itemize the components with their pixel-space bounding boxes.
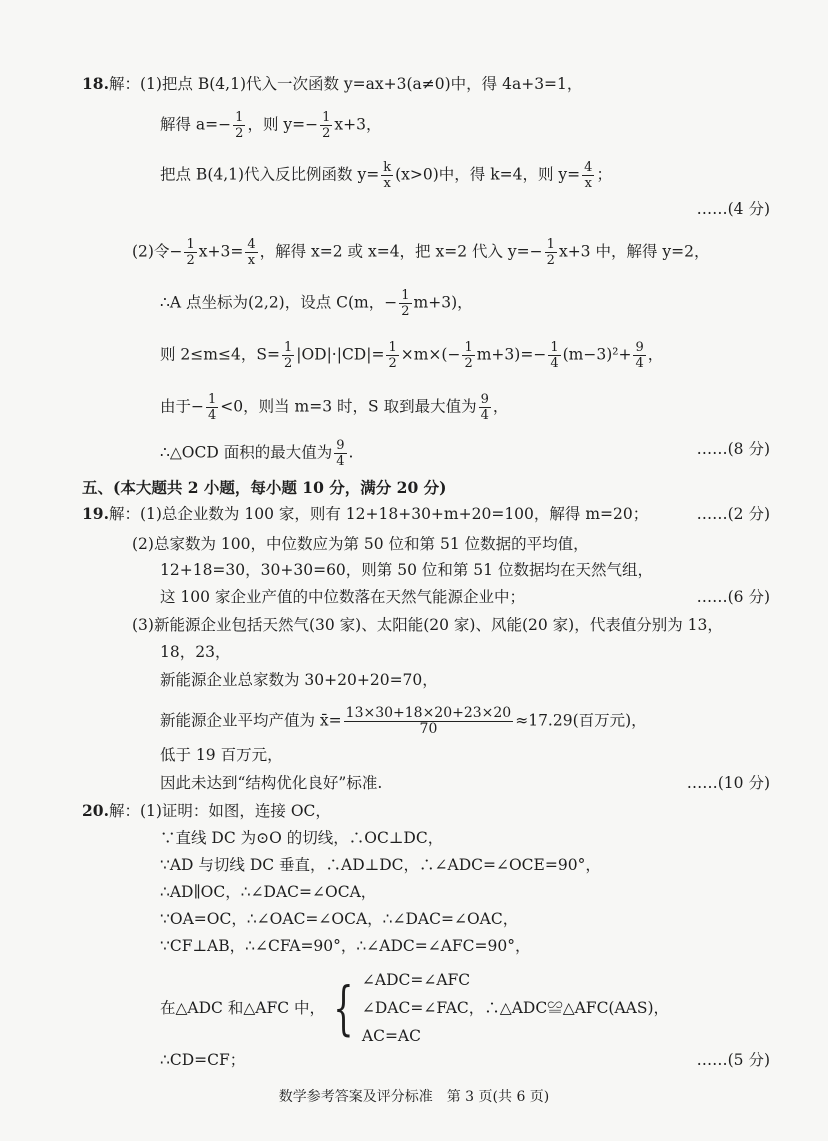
score-marker: ……(2 分)	[696, 505, 770, 523]
q20-line8: ∴CD=CF；	[160, 1051, 246, 1069]
score-marker: ……(6 分)	[696, 588, 770, 606]
score-marker: ……(8 分)	[696, 440, 770, 458]
fraction: $\frac{1}{2}$	[235, 110, 244, 141]
q19-line2: (2)总家数为 100，中位数应为第 50 位和第 51 位数据的平均值，	[132, 535, 589, 553]
q19-line5: (3)新能源企业包括天然气(30 家)、太阳能(20 家)、风能(20 家)，代表值分别为 13，	[132, 616, 723, 634]
fraction: $\frac{1}{2}$	[388, 340, 397, 371]
q18-line3: 把点 B(4,1)代入反比例函数 y= $\frac{k}{x}$ (x>0)中，得 k=4，则 y= $\frac{4}{x}$ ；	[160, 160, 612, 191]
q19-number: 19.	[82, 504, 109, 523]
q18-line1: 18.解：(1)把点 B(4,1)代入一次函数 y=ax+3(a≠0)中，得 4a+3=1，	[82, 74, 583, 93]
q19-line4: 这 100 家企业产值的中位数落在天然气能源企业中；	[160, 588, 525, 606]
fraction: $\frac{1}{2}$	[283, 340, 293, 371]
section-heading: 五、(本大题共 2 小题，每小题 10 分，满分 20 分)	[82, 478, 447, 497]
q20-line5: ∵OA=OC，∴∠OAC=∠OCA，∴∠DAC=∠OAC，	[160, 910, 519, 928]
fraction: $\frac{9}{4}$	[336, 438, 345, 469]
fraction: $\frac{1}{4}$	[550, 340, 559, 371]
q19-line7: 新能源企业总家数为 30+20+20=70，	[160, 671, 438, 689]
fraction: $\frac{1}{2}$	[186, 237, 195, 268]
fraction: $\frac{9}{4}$	[480, 392, 489, 423]
q18-part2-line2: ∴A 点坐标为(2,2)，设点 C(m，− $\frac{1}{2}$ m+3)，	[160, 288, 473, 319]
fraction: $\frac{1}{4}$	[208, 392, 217, 423]
q19-line8: 新能源企业平均产值为 x̄= $\frac{13\times 30+18\times 20+23\times 20}{70}$ ≈17.29(百万元)，	[160, 705, 647, 737]
fraction: $\frac{1}{2}$	[401, 288, 410, 319]
fraction: $\frac{1}{2}$	[464, 340, 473, 371]
fraction: $\frac{4}{x}$	[584, 160, 593, 191]
score-marker: ……(10 分)	[686, 774, 770, 792]
q18-line2: 解得 a=− $\frac{1}{2}$ ，则 y=− $\frac{1}{2}$ x+3，	[160, 110, 382, 141]
q20-line2: ∵直线 DC 为⊙O 的切线，∴OC⊥DC，	[160, 829, 444, 847]
fraction: $\frac{1}{2}$	[546, 237, 555, 268]
q20-line1: 20.解：(1)证明：如图，连接 OC，	[82, 801, 331, 820]
q20-line6: ∵CF⊥AB，∴∠CFA=90°，∴∠ADC=∠AFC=90°，	[160, 937, 531, 955]
left-brace: {	[333, 974, 354, 1042]
q20-number: 20.	[82, 801, 109, 820]
fraction: $\frac{4}{x}$	[247, 237, 256, 268]
page-footer: 数学参考答案及评分标准 第 3 页(共 6 页)	[278, 1089, 550, 1105]
score-marker: ……(4 分)	[696, 200, 770, 218]
fraction: $\frac{1}{2}$	[322, 110, 331, 141]
q18-part2-line3: 则 2≤m≤4，S= $\frac{1}{2}$ |OD|·|CD|= $\frac{1}{2}$ ×m×(− $\frac{1}{2}$ m+3)=− $\frac{1}{4}$ (m−3)²+ $\frac{9}{4}$ ，	[160, 340, 664, 371]
q20-congruence-system: 在△ADC 和△AFC 中， { ∠ADC=∠AFC ∠DAC=∠FAC，∴△ADC≌△AFC(AAS)， AC=AC	[160, 971, 670, 1045]
q18-part2-line5: ∴△OCD 面积的最大值为 $\frac{9}{4}$ .	[160, 438, 354, 469]
q18-part2-line4: 由于− $\frac{1}{4}$ <0，则当 m=3 时，S 取到最大值为 $\frac{9}{4}$ ，	[160, 392, 509, 423]
q19-line1: 19.解：(1)总企业数为 100 家，则有 12+18+30+m+20=100，解得 m=20；	[82, 504, 649, 523]
q20-line4: ∴AD∥OC，∴∠DAC=∠OCA，	[160, 883, 377, 901]
q19-line3: 12+18=30，30+30=60，则第 50 位和第 51 位数据均在天然气组，	[160, 561, 653, 579]
fraction: $\frac{9}{4}$	[635, 340, 644, 371]
q20-line3: ∵AD 与切线 DC 垂直，∴AD⊥DC，∴∠ADC=∠OCE=90°，	[160, 856, 601, 874]
q19-line10: 因此未达到“结构优化良好”标准.	[160, 774, 383, 792]
fraction: $\frac{k}{x}$	[383, 160, 392, 191]
mean-fraction: $\frac{13\times 30+18\times 20+23\times 20}{70}$	[345, 705, 512, 737]
q18-part2-line1: (2)令− $\frac{1}{2}$ x+3= $\frac{4}{x}$ ，解得 x=2 或 x=4，把 x=2 代入 y=− $\frac{1}{2}$ x+3 中，解得 y=2，	[132, 237, 710, 268]
score-marker: ……(5 分)	[696, 1051, 770, 1069]
q19-line9: 低于 19 百万元，	[160, 746, 283, 764]
q19-line6: 18，23，	[160, 643, 231, 661]
q18-number: 18.	[82, 74, 109, 93]
